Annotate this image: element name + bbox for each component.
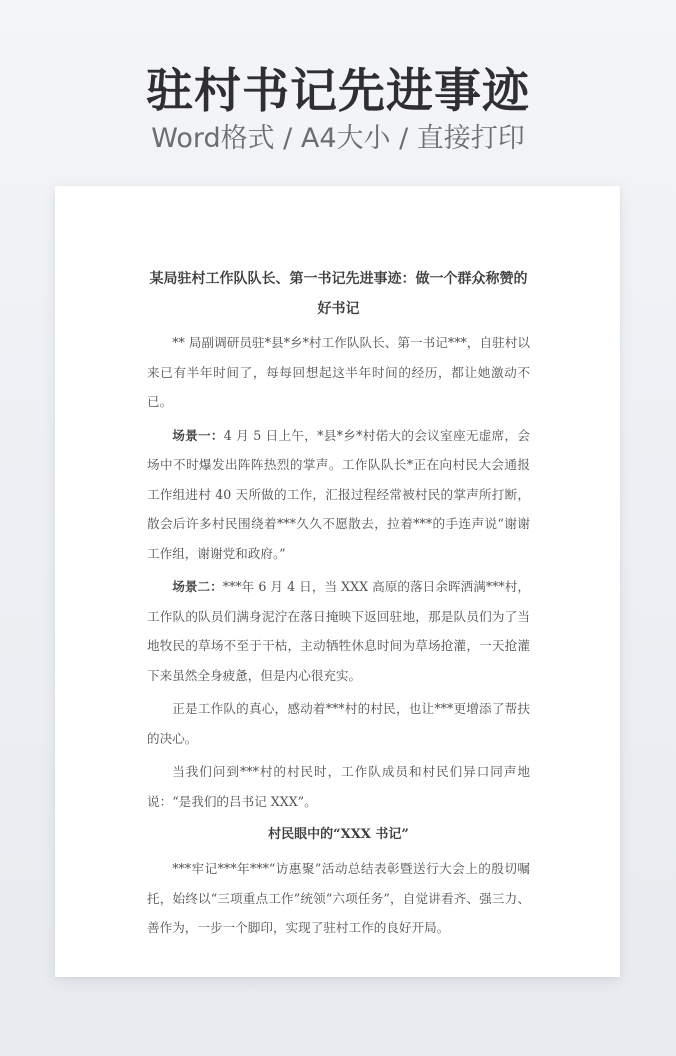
paragraph-4: 当我们问到***村的村民时，工作队成员和村民们异口同声地说：“是我们的吕书记 XXX”。: [147, 764, 530, 809]
page-title: 驻村书记先进事迹: [146, 64, 530, 119]
scene2-paragraph: [147, 572, 530, 690]
intro-paragraph: ** 局副调研员驻*县*乡*村工作队队长、第一书记***，自驻村以来已有半年时间了，每每回想起这半年时间的经历，都让她激动不已。: [147, 335, 530, 409]
document-body: [147, 264, 530, 947]
scene1-paragraph: [147, 421, 530, 569]
document-title: 某局驻村工作队队长、第一书记先进事迹：做一个群众称赞的好书记: [149, 271, 528, 317]
scene1-text: 4 月 5 日上午，*县*乡*村偌大的会议室座无虚席，会场中不时爆发出阵阵热烈的掌声。工作队队长*正在向村民大会通报工作组进村 40 天所做的工作，汇报过程经常被村民的掌声所打断，散会后许多村民围绕着***久久不愿散去，拉着***的手连声说“谢谢工作组，谢谢党和政府。”: [147, 427, 531, 561]
section-heading: 村民眼中的“XXX 书记”: [268, 827, 409, 842]
paragraph-3: 正是工作队的真心，感动着***村的村民，也让***更增添了帮扶的决心。: [147, 701, 530, 746]
scene1-lead: 场景一：: [172, 427, 224, 443]
scene2-lead: 场景二：: [172, 579, 223, 594]
page-header: [0, 62, 676, 156]
paragraph-5: ***牢记***年***“访惠聚”活动总结表彰暨送行大会上的殷切嘱托，始终以“三项重点工作”统领“六项任务”，自觉讲看齐、强三力、善作为，一步一个脚印，实现了驻村工作的良好开局。: [147, 861, 530, 935]
document-page: [55, 186, 620, 977]
page-subtitle: Word格式 / A4大小 / 直接打印: [151, 123, 525, 154]
scene2-text: ***年 6 月 4 日，当 XXX 高原的落日余晖洒满***村，工作队的队员们满身泥泞在落日掩映下返回驻地，那是队员们为了当地牧民的草场不至于干枯，主动牺牲休息时间为草场抢灌，一天抢灌下来虽然全身疲惫，但是内心很充实。: [147, 579, 530, 683]
